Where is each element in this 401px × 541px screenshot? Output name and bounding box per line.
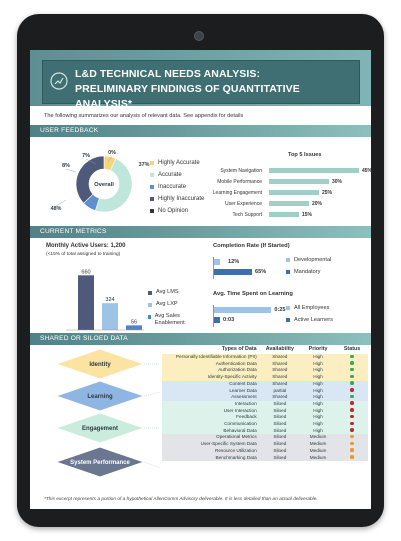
cell-status bbox=[336, 448, 368, 455]
table-row bbox=[162, 367, 368, 374]
cell-availability: Shared bbox=[260, 394, 300, 401]
issue-label-0: System Navigation bbox=[220, 168, 262, 174]
cell-availability: Siloed bbox=[260, 421, 300, 428]
table-row bbox=[162, 408, 368, 415]
legend-swatch bbox=[286, 318, 290, 322]
cell-type: Operational Metrics bbox=[162, 434, 260, 441]
legend-swatch bbox=[150, 161, 154, 165]
status-dot-icon bbox=[350, 455, 354, 459]
table-row bbox=[162, 414, 368, 421]
cell-type: Benchmarking Data bbox=[162, 455, 260, 462]
cell-priority: Medium bbox=[300, 441, 336, 448]
col-availability: Availability bbox=[265, 345, 294, 352]
cell-type: Assessment bbox=[162, 394, 260, 401]
donut-label-p48: 48% bbox=[50, 206, 62, 212]
donut-label-p37: 37% bbox=[138, 162, 150, 168]
completion-bar-0 bbox=[213, 259, 220, 265]
cell-availability: partial bbox=[260, 388, 300, 395]
cell-availability: Siloed bbox=[260, 441, 300, 448]
screen bbox=[30, 50, 371, 509]
cell-status bbox=[336, 421, 368, 428]
mau-value-1: 324 bbox=[105, 297, 115, 304]
issue-label-4: Tech Support bbox=[232, 212, 262, 218]
time-bar-1 bbox=[213, 317, 220, 323]
table-row bbox=[162, 388, 368, 395]
cell-availability: Siloed bbox=[260, 448, 300, 455]
legend-label: Highly Accurate bbox=[158, 160, 200, 166]
issue-value-4: 15% bbox=[302, 212, 313, 218]
completion-bar-1 bbox=[213, 269, 252, 275]
cell-status bbox=[336, 434, 368, 441]
legend-item-4 bbox=[150, 208, 188, 214]
cell-priority: High bbox=[300, 388, 336, 395]
issue-bar-2 bbox=[269, 190, 319, 195]
col-status: Status bbox=[343, 345, 361, 352]
layer-connector-1 bbox=[144, 392, 160, 396]
status-dot-icon bbox=[350, 422, 354, 426]
table-row bbox=[162, 448, 368, 455]
cell-availability: Siloed bbox=[260, 414, 300, 421]
donut-label-p0: 0% bbox=[108, 150, 116, 156]
section-user-feedback: USER FEEDBACK bbox=[30, 125, 371, 137]
cell-priority: High bbox=[300, 428, 336, 435]
cell-status bbox=[336, 354, 368, 361]
legend-label: Avg Sales Enablement bbox=[154, 313, 185, 326]
legend-swatch bbox=[148, 303, 152, 307]
donut-slice-3 bbox=[76, 156, 104, 203]
legend-swatch bbox=[286, 258, 290, 262]
cell-type: User Interaction bbox=[162, 408, 260, 415]
mau-value-2: 56 bbox=[130, 319, 138, 326]
section-current-metrics: CURRENT METRICS bbox=[30, 226, 371, 238]
donut-leader-1 bbox=[66, 169, 76, 172]
time-axis bbox=[213, 305, 214, 327]
cell-priority: High bbox=[300, 354, 336, 361]
issue-label-2: Learning Engagement bbox=[212, 190, 262, 196]
table-row bbox=[162, 361, 368, 368]
camera-icon bbox=[194, 31, 204, 41]
table-row bbox=[162, 434, 368, 441]
cell-priority: High bbox=[300, 408, 336, 415]
status-dot-icon bbox=[350, 448, 354, 452]
issue-bar-1 bbox=[269, 179, 329, 184]
cell-type: Personally Identifiable Information (PII) bbox=[162, 354, 260, 361]
cell-status bbox=[336, 388, 368, 395]
issue-bar-4 bbox=[269, 212, 299, 217]
mau-bar-chart bbox=[46, 260, 144, 333]
hero-banner bbox=[30, 50, 371, 110]
cell-availability: Siloed bbox=[260, 401, 300, 408]
cell-status bbox=[336, 401, 368, 408]
time-legend-item-0 bbox=[286, 305, 329, 311]
time-value-1: 0:03 bbox=[223, 317, 235, 323]
legend-label: All Employees bbox=[294, 305, 330, 311]
cell-priority: High bbox=[300, 361, 336, 368]
feedback-donut-chart bbox=[38, 142, 150, 224]
title-line-1: L&D TECHNICAL NEEDS ANALYSIS: bbox=[75, 68, 261, 80]
intro-text: The following summarizes our analysis of relevant data. See appendix for details bbox=[44, 113, 244, 119]
mau-subtitle: (<15% of total assigned to training) bbox=[46, 252, 121, 257]
table-row bbox=[162, 381, 368, 388]
table-row bbox=[162, 421, 368, 428]
layer-label-1: Learning bbox=[87, 394, 113, 400]
cell-priority: High bbox=[300, 421, 336, 428]
cell-availability: Siloed bbox=[260, 434, 300, 441]
layer-connector-3 bbox=[144, 462, 160, 468]
legend-label: Highly Inaccurate bbox=[158, 196, 205, 202]
status-dot-icon bbox=[350, 368, 354, 372]
col-types: Types of Data bbox=[221, 345, 257, 352]
table-row bbox=[162, 374, 368, 381]
cell-status bbox=[336, 408, 368, 415]
cell-type: Behavioral Data bbox=[162, 428, 260, 435]
legend-swatch bbox=[150, 209, 154, 213]
table-header-row bbox=[162, 343, 368, 354]
cell-type: User-Specific System Data bbox=[162, 441, 260, 448]
legend-label: Mandatory bbox=[294, 269, 321, 275]
issue-value-3: 20% bbox=[312, 201, 323, 207]
status-dot-icon bbox=[350, 408, 354, 412]
cell-type: Feedback bbox=[162, 414, 260, 421]
cell-priority: High bbox=[300, 374, 336, 381]
layer-label-3: System Performance bbox=[70, 460, 130, 466]
cell-priority: High bbox=[300, 367, 336, 374]
status-dot-icon bbox=[350, 361, 354, 365]
legend-swatch bbox=[150, 197, 154, 201]
legend-item-0 bbox=[150, 160, 200, 166]
issue-bar-0 bbox=[269, 168, 359, 173]
mau-legend-item-2 bbox=[148, 313, 194, 327]
data-layers-diagram bbox=[40, 344, 160, 482]
cell-availability: Siloed bbox=[260, 455, 300, 462]
status-dot-icon bbox=[350, 395, 354, 399]
legend-label: Avg LXP bbox=[156, 301, 178, 307]
table-row bbox=[162, 428, 368, 435]
cell-type: Authentication Data bbox=[162, 361, 260, 368]
issue-label-3: User Experience bbox=[225, 201, 262, 207]
completion-value-0: 12% bbox=[228, 259, 240, 265]
cell-status bbox=[336, 361, 368, 368]
completion-title: Completion Rate (If Started) bbox=[213, 243, 290, 249]
cell-priority: High bbox=[300, 381, 336, 388]
footnote: *This excerpt represents a portion of a hypothetical AllenComm Advisory deliverable. It is less detailed than an actual deliverable. bbox=[44, 497, 318, 502]
status-dot-icon bbox=[350, 381, 354, 385]
time-title: Avg. Time Spent on Learning bbox=[213, 291, 293, 297]
completion-axis bbox=[213, 257, 214, 279]
cell-availability: Siloed bbox=[260, 408, 300, 415]
time-legend-item-1 bbox=[286, 317, 333, 323]
table-row bbox=[162, 354, 368, 361]
cell-status bbox=[336, 381, 368, 388]
cell-type: Communication bbox=[162, 421, 260, 428]
table-row bbox=[162, 401, 368, 408]
legend-label: Accurate bbox=[158, 172, 182, 178]
layer-label-0: Identity bbox=[89, 362, 111, 368]
cell-type: Interaction bbox=[162, 401, 260, 408]
table-row bbox=[162, 455, 368, 462]
cell-status bbox=[336, 414, 368, 421]
mau-legend-item-1 bbox=[148, 301, 194, 308]
legend-label: No Opinion bbox=[158, 208, 189, 214]
cell-type: Content Data bbox=[162, 381, 260, 388]
issue-value-0: 45% bbox=[362, 168, 373, 174]
issue-value-2: 25% bbox=[322, 190, 333, 196]
cell-availability: Siloed bbox=[260, 428, 300, 435]
mau-bar-1 bbox=[102, 303, 118, 330]
cell-priority: Medium bbox=[300, 448, 336, 455]
legend-swatch bbox=[150, 185, 154, 189]
cell-priority: High bbox=[300, 394, 336, 401]
status-dot-icon bbox=[350, 355, 354, 359]
status-dot-icon bbox=[350, 428, 354, 432]
legend-swatch bbox=[150, 173, 154, 177]
page-title bbox=[75, 67, 357, 112]
cell-priority: Medium bbox=[300, 455, 336, 462]
status-dot-icon bbox=[350, 442, 354, 446]
issues-title: Top 5 Issues bbox=[288, 152, 322, 158]
status-dot-icon bbox=[350, 435, 354, 439]
completion-legend-item-1 bbox=[286, 269, 320, 275]
cell-type: Identity-Specific Activity bbox=[162, 374, 260, 381]
completion-value-1: 65% bbox=[255, 269, 267, 275]
status-dot-icon bbox=[350, 375, 354, 379]
issue-label-1: Mobile Performance bbox=[217, 179, 262, 185]
title-card bbox=[42, 60, 360, 110]
mau-bar-0 bbox=[78, 275, 94, 330]
legend-swatch bbox=[148, 291, 152, 295]
section-shared-data: SHARED OR SILOED DATA bbox=[30, 333, 371, 345]
table-row bbox=[162, 394, 368, 401]
status-dot-icon bbox=[350, 401, 354, 405]
cell-status bbox=[336, 374, 368, 381]
cell-type: Resource Utilization bbox=[162, 448, 260, 455]
tablet-frame bbox=[17, 14, 384, 527]
time-value-0: 0:25 bbox=[274, 307, 286, 313]
mau-title: Monthly Active Users: 1,200 bbox=[46, 243, 126, 249]
cell-status bbox=[336, 428, 368, 435]
legend-swatch bbox=[148, 315, 151, 319]
col-priority: Priority bbox=[308, 345, 328, 352]
issue-bar-3 bbox=[269, 201, 309, 206]
donut-center-label: Overall bbox=[94, 182, 114, 188]
cell-availability: Shared bbox=[260, 374, 300, 381]
title-line-2: PRELIMINARY FINDINGS OF QUANTITATIVE ANALYSIS* bbox=[75, 83, 300, 110]
table-row bbox=[162, 441, 368, 448]
status-dot-icon bbox=[350, 415, 354, 419]
cell-availability: Shared bbox=[260, 381, 300, 388]
legend-swatch bbox=[286, 270, 290, 274]
cell-status bbox=[336, 455, 368, 462]
legend-item-2 bbox=[150, 184, 186, 190]
legend-label: Active Learners bbox=[294, 317, 333, 323]
mau-legend-item-0 bbox=[148, 289, 194, 296]
layer-label-2: Engagement bbox=[81, 426, 119, 432]
legend-item-1 bbox=[150, 172, 182, 178]
data-types-table bbox=[162, 343, 368, 461]
mau-bar-2 bbox=[126, 325, 142, 330]
donut-label-p7: 7% bbox=[82, 153, 90, 159]
cell-availability: Shared bbox=[260, 367, 300, 374]
cell-availability: Shared bbox=[260, 361, 300, 368]
cell-priority: Medium bbox=[300, 434, 336, 441]
time-bar-0 bbox=[213, 307, 271, 313]
legend-swatch bbox=[286, 306, 290, 310]
completion-legend-item-0 bbox=[286, 257, 331, 263]
cell-availability: Shared bbox=[260, 354, 300, 361]
donut-label-p8: 8% bbox=[62, 163, 70, 169]
analysis-icon bbox=[50, 72, 68, 90]
mau-value-0: 660 bbox=[81, 269, 91, 276]
cell-type: Authorization Data bbox=[162, 367, 260, 374]
cell-priority: High bbox=[300, 401, 336, 408]
cell-status bbox=[336, 441, 368, 448]
cell-status bbox=[336, 394, 368, 401]
legend-label: Avg LMS bbox=[156, 289, 179, 295]
legend-label: Developmental bbox=[294, 257, 332, 263]
legend-label: Inaccurate bbox=[158, 184, 187, 190]
status-dot-icon bbox=[350, 388, 354, 392]
cell-status bbox=[336, 367, 368, 374]
cell-type: Learner Data bbox=[162, 388, 260, 395]
issue-value-1: 30% bbox=[332, 179, 343, 185]
cell-priority: High bbox=[300, 414, 336, 421]
